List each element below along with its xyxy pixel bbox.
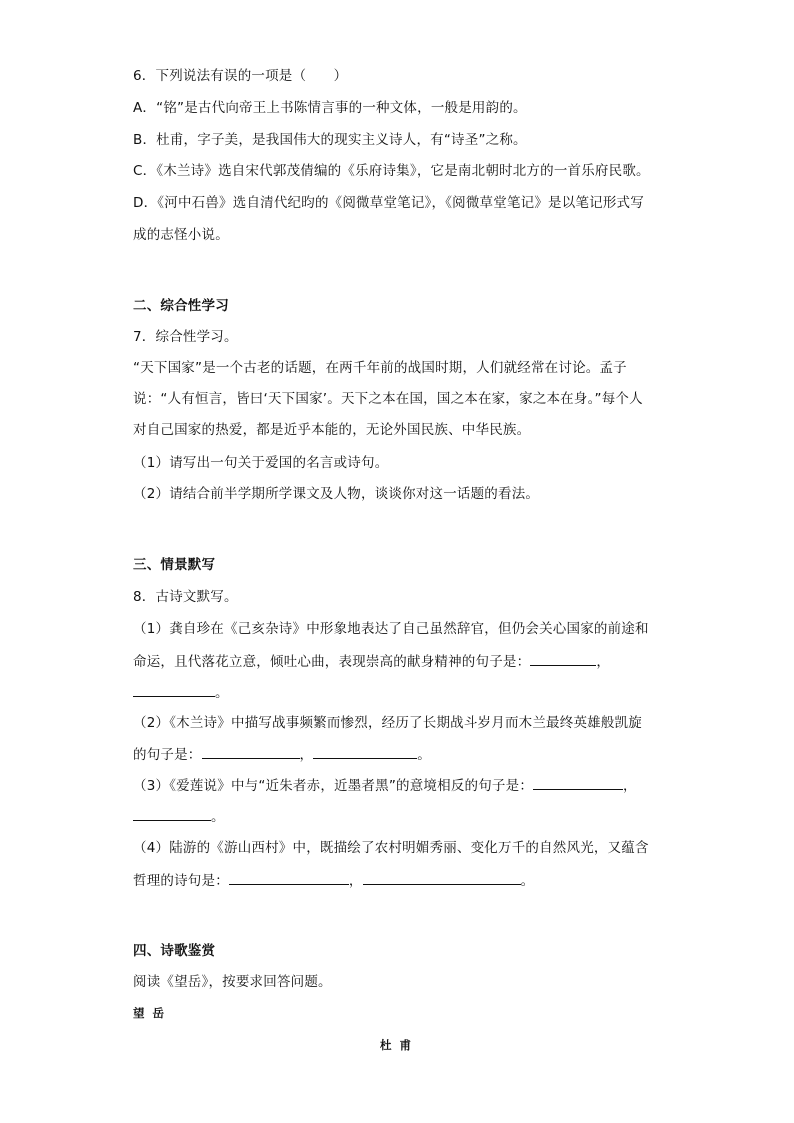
q8-item1-line3 <box>133 682 663 703</box>
period: 。 <box>211 809 225 825</box>
q6-stem: 6．下列说法有误的一项是（ ） <box>133 68 348 84</box>
section4-heading: 四、诗歌鉴赏 <box>133 943 216 959</box>
period: 。 <box>520 873 535 889</box>
q6-option-b: B．杜甫，字子美，是我国伟大的现实主义诗人，有“诗圣”之称。 <box>133 132 527 148</box>
q7-passage-line2: 说：“人有恒言，皆曰‘天下国家’。天下之本在国，国之本在家，家之本在身。”每个人 <box>133 391 643 407</box>
q8-item2-text: 的句子是： <box>133 747 202 763</box>
answer-blank[interactable] <box>533 775 623 790</box>
answer-blank[interactable] <box>363 870 521 885</box>
answer-blank[interactable] <box>229 870 349 885</box>
comma: ， <box>348 873 363 889</box>
q7-passage-line1: “天下国家”是一个古老的话题，在两千年前的战国时期，人们就经常在讨论。孟子 <box>133 360 627 376</box>
q7-stem: 7．综合性学习。 <box>133 329 238 345</box>
comma: ， <box>299 747 314 763</box>
q8-item2-line1: （2）《木兰诗》中描写战事频繁而惨烈，经历了长期战斗岁月而木兰最终英雄般凯旋 <box>133 715 642 731</box>
q6-option-d-line1: D．《河中石兽》选自清代纪昀的《阅微草堂笔记》，《阅微草堂笔记》是以笔记形式写 <box>133 195 644 211</box>
q8-item4-line1: （4）陆游的《游山西村》中，既描绘了农村明媚秀丽、变化万千的自然风光，又蕴含 <box>133 840 649 856</box>
section2-heading: 二、综合性学习 <box>133 298 229 314</box>
q8-item3-line2 <box>133 806 663 827</box>
q8-item3-text: （3）《爱莲说》中与“近朱者赤，近墨者黑”的意境相反的句子是： <box>133 778 534 794</box>
q8-item2-line2 <box>133 744 663 765</box>
period: 。 <box>215 685 229 701</box>
period: 。 <box>417 747 431 763</box>
q9-intro: 阅读《望岳》，按要求回答问题。 <box>133 974 332 990</box>
answer-blank[interactable] <box>133 682 215 697</box>
comma: ， <box>623 778 637 794</box>
poem-author: 杜甫 <box>380 1038 419 1052</box>
comma: ， <box>596 654 611 670</box>
q8-stem: 8．古诗文默写。 <box>133 589 238 605</box>
answer-blank[interactable] <box>530 651 596 666</box>
q7-sub-question-1: （1）请写出一句关于爱国的名言或诗句。 <box>133 455 389 471</box>
poem-title: 望岳 <box>133 1006 172 1020</box>
q6-option-c: C．《木兰诗》选自宋代郭茂倩编的《乐府诗集》，它是南北朝时北方的一首乐府民歌。 <box>133 163 650 179</box>
q8-item3-line1 <box>133 775 663 796</box>
answer-blank[interactable] <box>313 744 417 759</box>
q8-item1-line1: （1）龚自珍在《己亥杂诗》中形象地表达了自己虽然辞官，但仍会关心国家的前途和 <box>133 621 649 637</box>
q6-option-d-line2: 成的志怪小说。 <box>133 227 229 243</box>
q8-item4-line2 <box>133 870 663 891</box>
q7-passage-line3: 对自己国家的热爱，都是近乎本能的，无论外国民族、中华民族。 <box>133 422 531 438</box>
section3-heading: 三、情景默写 <box>133 557 216 573</box>
q6-option-a: A．“铭”是古代向帝王上书陈情言事的一种文体，一般是用韵的。 <box>133 100 527 116</box>
q8-item1-text: 命运，且代落花立意，倾吐心曲，表现崇高的献身精神的句子是： <box>133 654 531 670</box>
answer-blank[interactable] <box>202 744 300 759</box>
q8-item1-line2 <box>133 651 663 672</box>
answer-blank[interactable] <box>133 806 211 821</box>
q8-item4-text: 哲理的诗句是： <box>133 873 229 889</box>
q7-sub-question-2: （2）请结合前半学期所学课文及人物，谈谈你对这一话题的看法。 <box>133 486 540 502</box>
